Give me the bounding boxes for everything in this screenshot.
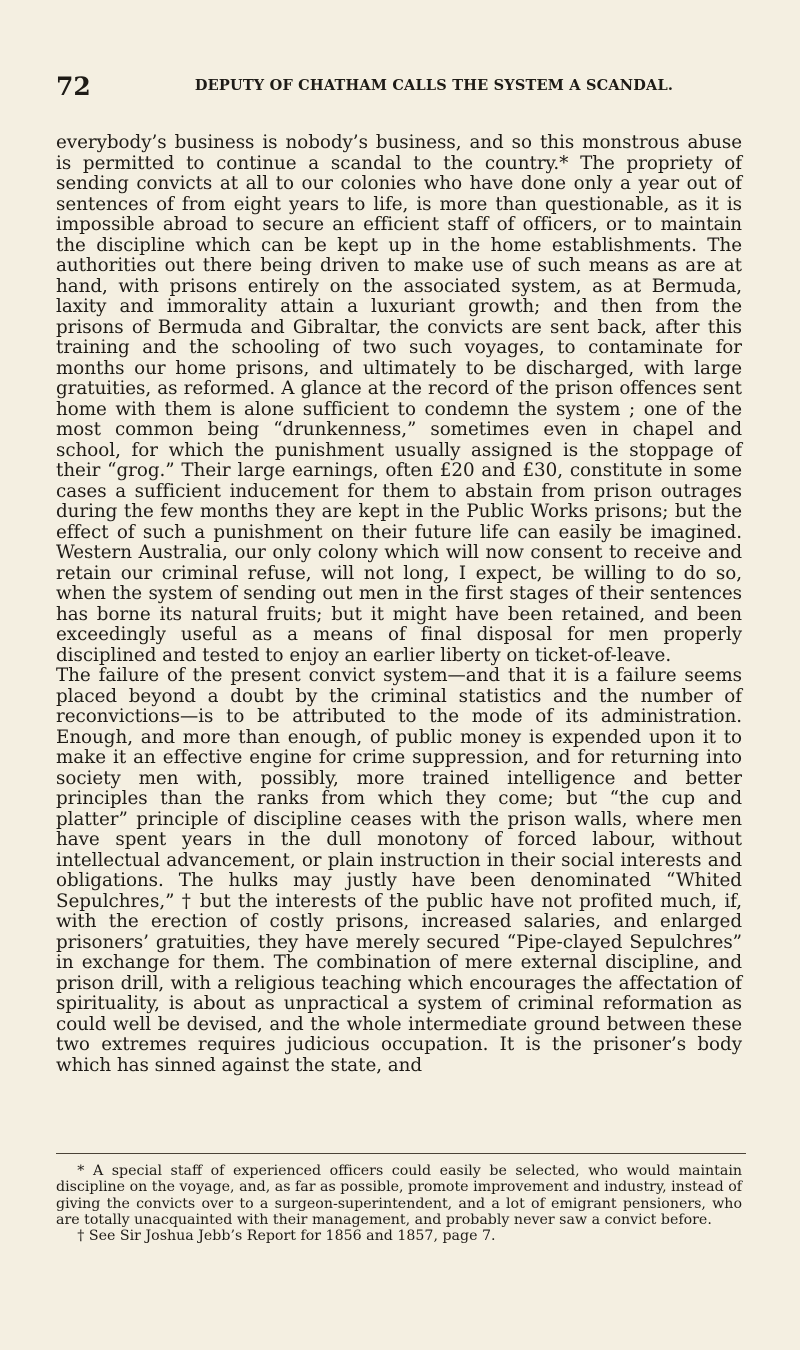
main-text xyxy=(56,133,742,1076)
footnote-1: * A special staff of experienced officers could easily be selected, who would maintain discipline on the voyage, and, as far as possible, promote improvement and industry, instead of giving the convicts over to a surgeon-superintendent, and a lot of emigrant pensioners, who are totally unacquainted with their management, and probably never saw a convict before. xyxy=(56,1163,742,1228)
body-paragraph-2: The failure of the present convict system—and that it is a failure seems placed beyond a doubt by the criminal statistics and the number of reconvictions—is to be attributed to the mode of its administration. Enough, and more than enough, of public money is expended upon it to make it an effective engine for crime suppression, and for returning into society men with, possibly, more trained intelligence and better principles than the ranks from which they come; but “the cup and platter” principle of discipline ceases with the prison walls, where men have spent years in the dull monotony of forced labour, without intellectual advancement, or plain instruction in their social interests and obligations. The hulks may justly have been denominated “Whited Sepulchres,” † but the interests of the public have not profited much, if, with the erection of costly prisons, increased salaries, and enlarged prisoners’ gratuities, they have merely secured “Pipe-clayed Sepulchres” in exchange for them. The combination of mere external discipline, and prison drill, with a religious teaching which encourages the affectation of spirituality, is about as unpractical a system of criminal reformation as could well be devised, and the whole intermediate ground between these two extremes requires judicious occupation. It is the prisoner’s body which has sinned against the state, and xyxy=(56,665,742,1076)
running-head xyxy=(56,74,742,108)
page-number: 72 xyxy=(56,72,91,101)
running-title: DEPUTY OF CHATHAM CALLS THE SYSTEM A SCANDAL. xyxy=(194,77,674,94)
footnote-divider xyxy=(56,1153,746,1154)
footnote-2: † See Sir Joshua Jebb’s Report for 1856 and 1857, page 7. xyxy=(77,1228,496,1245)
footnotes xyxy=(56,1163,742,1244)
body-paragraph-1: everybody’s business is nobody’s business, and so this monstrous abuse is permitted to continue a scandal to the country.* The propriety of sending convicts at all to our colonies who have done only a year out of sentences of from eight years to life, is more than questionable, as it is impossible abroad to secure an efficient staff of officers, or to maintain the discipline which can be kept up in the home establishments. The authorities out there being driven to make use of such means as are at hand, with prisons entirely on the associated system, as at Bermuda, laxity and immorality attain a luxuriant growth; and then from the prisons of Bermuda and Gibraltar, the convicts are sent back, after this training and the schooling of two such voyages, to contaminate for months our home prisons, and ultimately to be discharged, with large gratuities, as reformed. A glance at the record of the prison offences sent home with them is alone sufficient to condemn the system ; one of the most common being “drunkenness,” sometimes even in chapel and school, for which the punishment usually assigned is the stoppage of their “grog.” Their large earnings, often £20 and £30, constitute in some cases a sufficient inducement for them to abstain from prison outrages during the few months they are kept in the Public Works prisons; but the effect of such a punishment on their future life can easily be imagined. Western Australia, our only colony which will now consent to receive and retain our criminal refuse, will not long, I expect, be willing to do so, when the system of sending out men in the first stages of their sentences has borne its natural fruits; but it might have been retained, and been exceedingly useful as a means of final disposal for men properly disciplined and tested to enjoy an earlier liberty on ticket-of-leave. xyxy=(56,132,742,666)
